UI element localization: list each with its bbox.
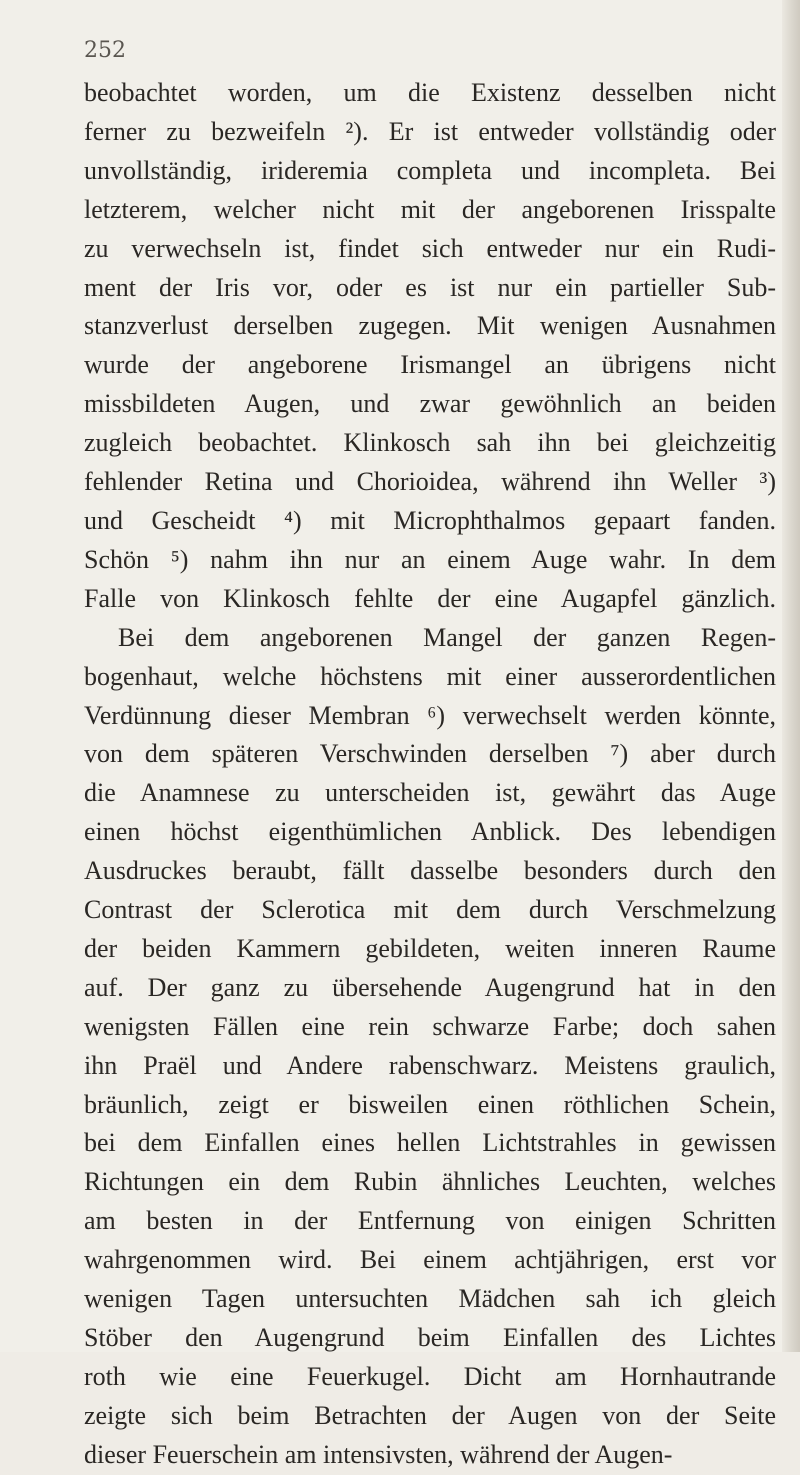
page-number: 252 <box>84 38 126 63</box>
text-line: die Anamnese zu unterscheiden ist, gewährt das Auge <box>84 778 776 808</box>
text-line: missbildeten Augen, und zwar gewöhnlich an beiden <box>84 389 776 419</box>
text-line: wenigsten Fällen eine rein schwarze Farbe; doch sahen <box>84 1011 776 1041</box>
text-line: Ausdruckes beraubt, fällt dasselbe besonders durch den <box>84 856 776 886</box>
text-line: von dem späteren Verschwinden derselben ⁷) aber durch <box>84 739 776 769</box>
text-line: bei dem Einfallen eines hellen Lichtstrahles in gewissen <box>84 1128 776 1158</box>
text-line: letzterem, welcher nicht mit der angeborenen Irisspalte <box>84 194 776 224</box>
text-line: Contrast der Sclerotica mit dem durch Verschmelzung <box>84 895 776 925</box>
text-line: auf. Der ganz zu übersehende Augengrund hat in den <box>84 972 776 1002</box>
text-line: ihn Praël und Andere rabenschwarz. Meistens graulich, <box>84 1050 776 1080</box>
text-line: Verdünnung dieser Membran ⁶) verwechselt werden könnte, <box>84 700 776 730</box>
text-line: fehlender Retina und Chorioidea, während ihn Weller ³) <box>84 467 776 497</box>
text-line: Richtungen ein dem Rubin ähnliches Leuchten, welches <box>84 1167 776 1197</box>
text-line: unvollständig, irideremia completa und incompleta. Bei <box>84 155 776 185</box>
text-line: Falle von Klinkosch fehlte der eine Augapfel gänzlich. <box>84 583 776 613</box>
text-line: zeigte sich beim Betrachten der Augen von der Seite <box>84 1400 776 1430</box>
text-line: ferner zu bezweifeln ²). Er ist entweder vollständig oder <box>84 116 776 146</box>
text-line: bogenhaut, welche höchstens mit einer ausserordentlichen <box>84 661 776 691</box>
text-line: zu verwechseln ist, findet sich entweder nur ein Rudi- <box>84 233 776 263</box>
text-line: am besten in der Entfernung von einigen Schritten <box>84 1206 776 1236</box>
page-edge <box>782 0 800 1352</box>
text-line: Schön ⁵) nahm ihn nur an einem Auge wahr. In dem <box>84 544 776 574</box>
text-line: zugleich beobachtet. Klinkosch sah ihn bei gleichzeitig <box>84 428 776 458</box>
text-line: bräunlich, zeigt er bisweilen einen röthlichen Schein, <box>84 1089 776 1119</box>
text-line: ment der Iris vor, oder es ist nur ein partieller Sub- <box>84 272 776 302</box>
text-line: der beiden Kammern gebildeten, weiten inneren Raume <box>84 933 776 963</box>
text-line: stanzverlust derselben zugegen. Mit wenigen Ausnahmen <box>84 311 776 341</box>
body-text <box>84 74 776 1475</box>
text-line: wurde der angeborene Irismangel an übrigens nicht <box>84 350 776 380</box>
text-line: einen höchst eigenthümlichen Anblick. Des lebendigen <box>84 817 776 847</box>
text-line: dieser Feuerschein am intensivsten, während der Augen- <box>84 1439 673 1469</box>
text-line: wenigen Tagen untersuchten Mädchen sah ich gleich <box>84 1284 776 1314</box>
text-line: Bei dem angeborenen Mangel der ganzen Regen- <box>118 622 776 652</box>
text-line: roth wie eine Feuerkugel. Dicht am Hornhautrande <box>84 1361 776 1391</box>
text-line: beobachtet worden, um die Existenz desselben nicht <box>84 78 776 107</box>
text-line: Stöber den Augengrund beim Einfallen des Lichtes <box>84 1323 776 1352</box>
text-line: und Gescheidt ⁴) mit Microphthalmos gepaart fanden. <box>84 505 776 535</box>
text-line: wahrgenommen wird. Bei einem achtjährigen, erst vor <box>84 1245 776 1275</box>
